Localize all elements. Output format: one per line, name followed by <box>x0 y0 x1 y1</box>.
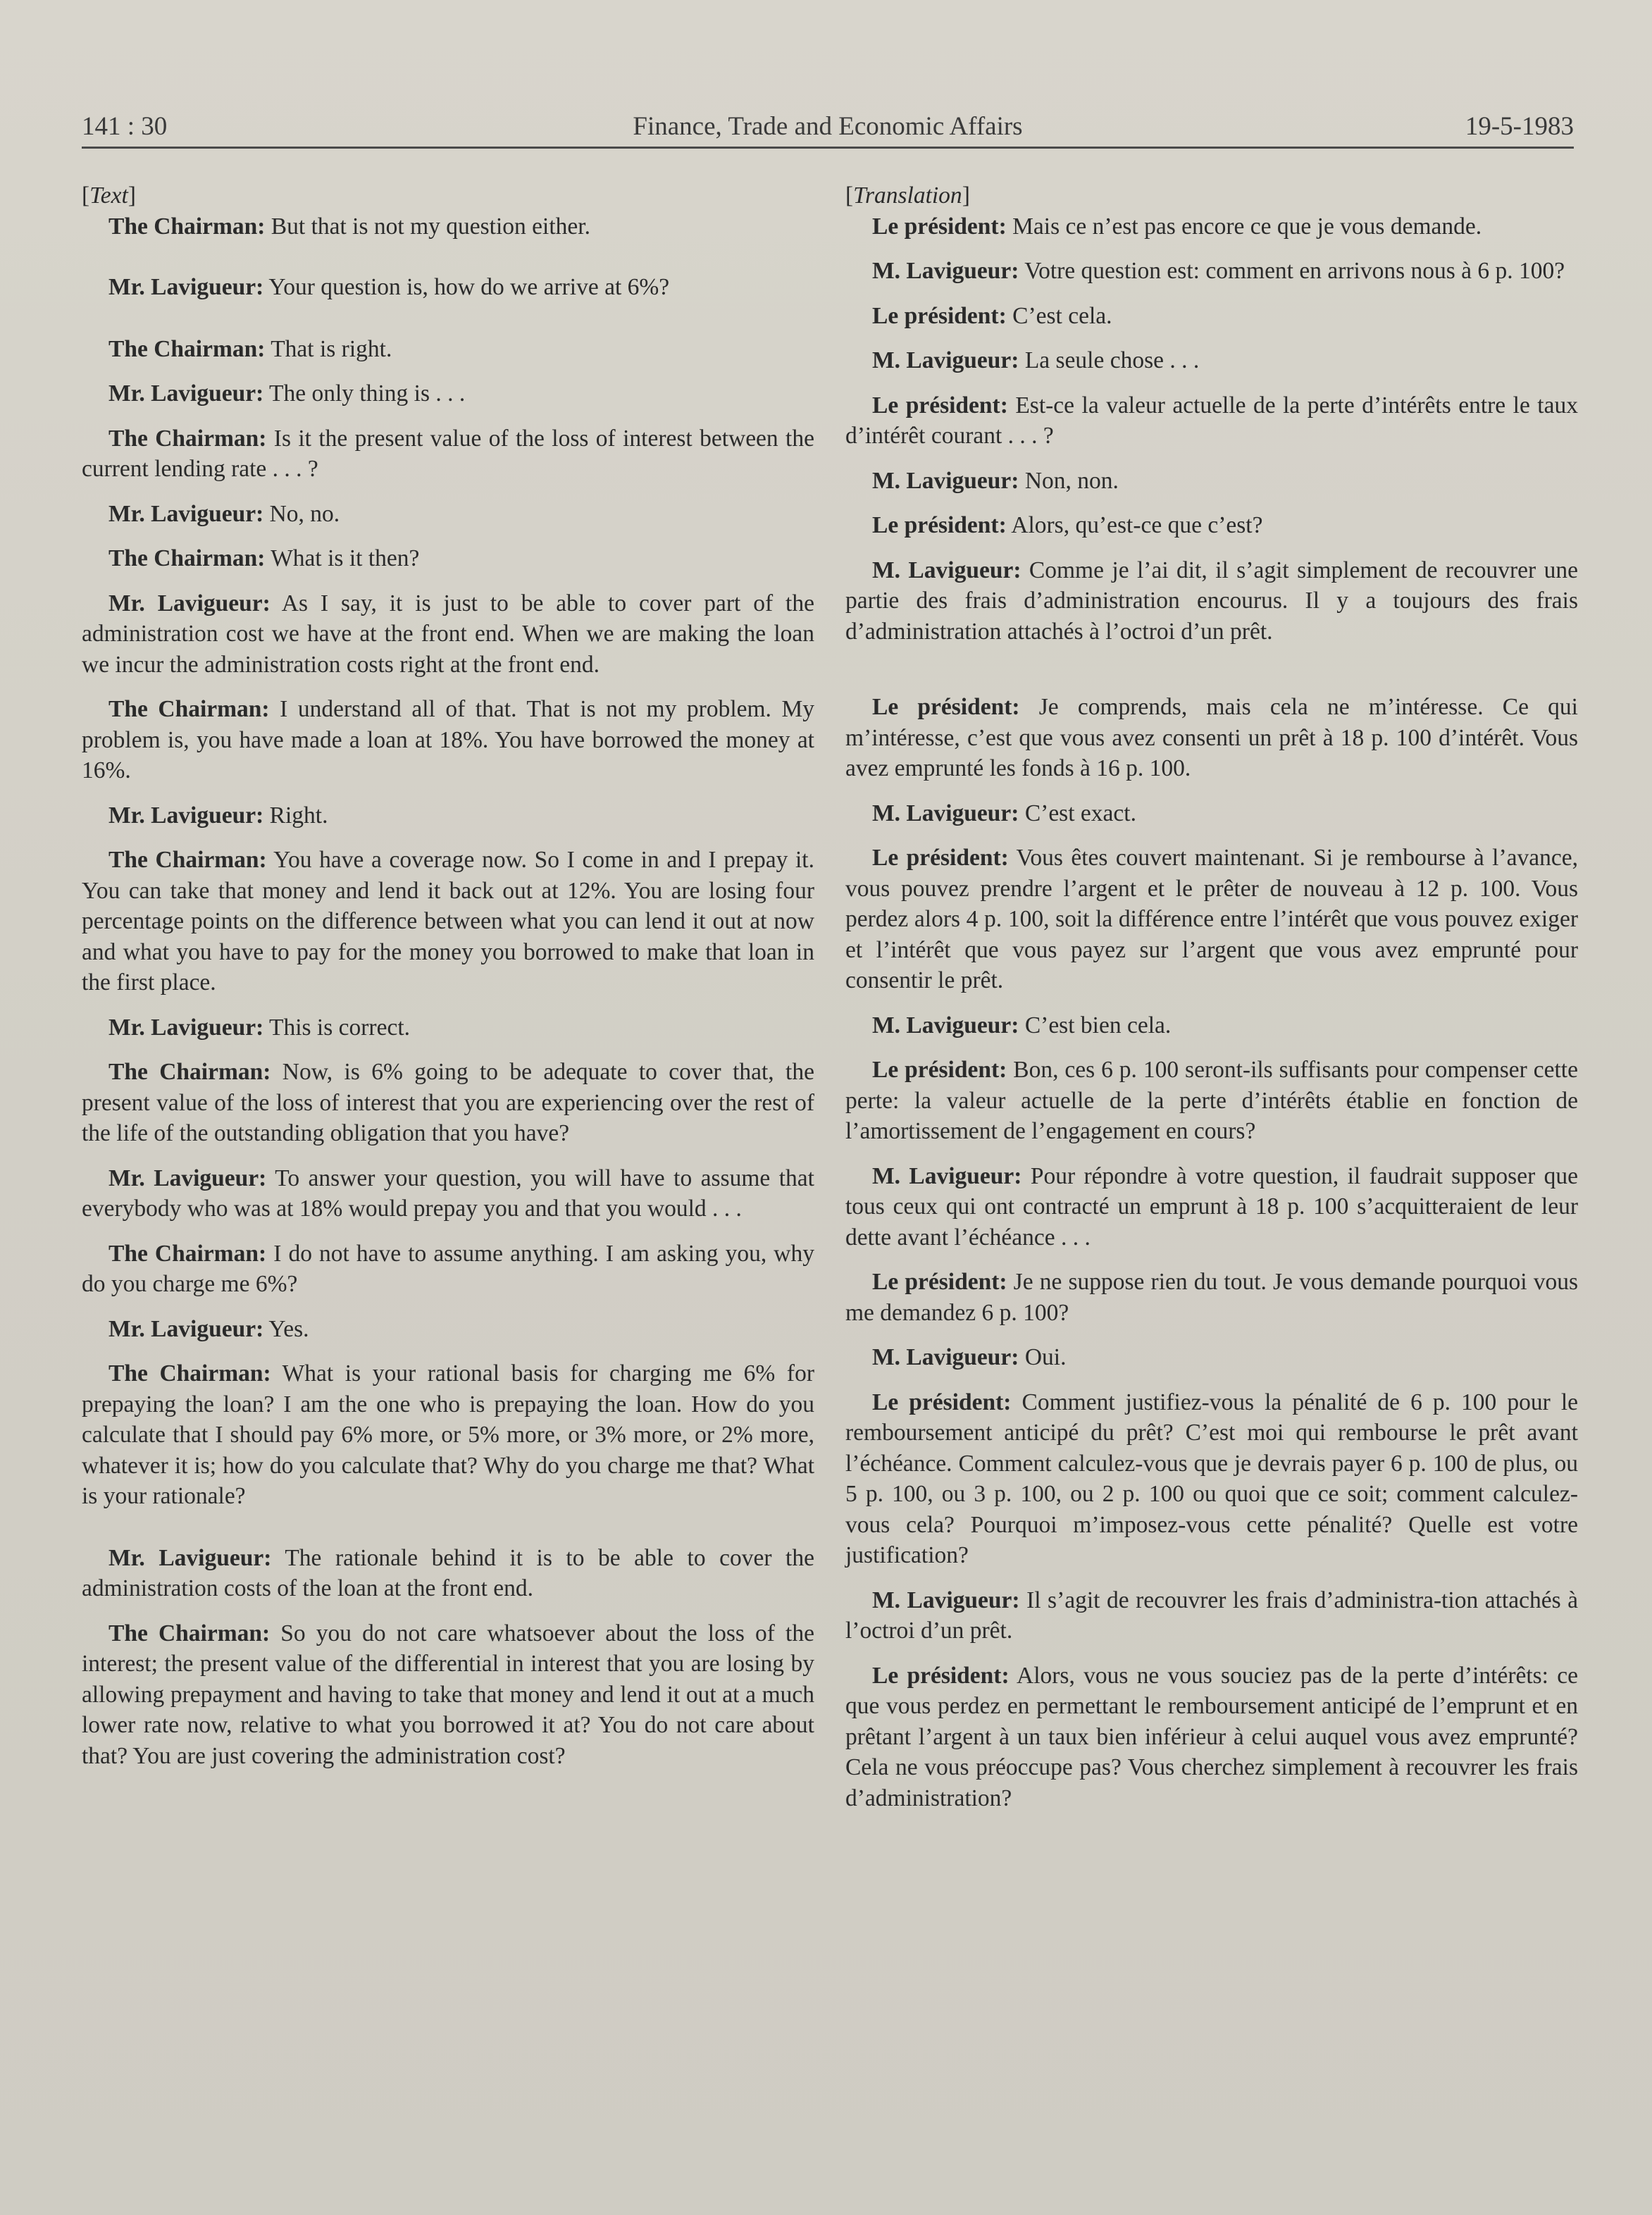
english-entry-6 <box>82 499 814 530</box>
english-column <box>82 180 814 1771</box>
english-entry-10 <box>82 800 814 831</box>
french-entry-12 <box>845 1010 1578 1041</box>
remark: To answer your question, you will have to assume that everybody who was at 18% would prepay you and that you would . . . <box>82 1165 814 1222</box>
speaker: M. Lavigueur: <box>872 1162 1022 1189</box>
remark: La seule chose . . . <box>1019 347 1200 373</box>
speaker: M. Lavigueur: <box>872 258 1019 284</box>
remark: Je ne suppose rien du tout. Je vous demande pourquoi vous me demandez 6 p. 100? <box>845 1269 1578 1326</box>
french-entry-15 <box>845 1267 1578 1328</box>
speaker: The Chairman: <box>108 847 267 873</box>
remark: Votre question est: comment en arrivons nous à 6 p. 100? <box>1019 258 1565 284</box>
speaker: M. Lavigueur: <box>872 1587 1020 1613</box>
speaker: Mr. Lavigueur: <box>108 1014 264 1041</box>
speaker: Mr. Lavigueur: <box>108 1544 272 1571</box>
french-entry-16 <box>845 1342 1578 1373</box>
remark: As I say, it is just to be able to cover part of the administration cost we have at the front end. When we are making the loan we incur the administration costs right at the front end. <box>82 590 814 678</box>
remark: Right. <box>263 802 328 829</box>
french-entry-2 <box>845 256 1578 287</box>
english-entry-4 <box>82 378 814 409</box>
remark: No, no. <box>263 500 340 527</box>
english-entry-8 <box>82 588 814 681</box>
english-entry-18 <box>82 1543 814 1604</box>
french-entry-14 <box>845 1161 1578 1253</box>
french-entry-18 <box>845 1585 1578 1646</box>
speaker: Mr. Lavigueur: <box>108 1315 264 1342</box>
english-entry-12 <box>82 1012 814 1043</box>
remark: Oui. <box>1019 1344 1067 1370</box>
remark: Mais ce n’est pas encore ce que je vous demande. <box>1006 213 1482 240</box>
remark: The rationale behind it is to be able to cover the administration costs of the loan at the front end. <box>82 1544 814 1601</box>
speaker: The Chairman: <box>108 425 267 452</box>
remark: Now, is 6% going to be adequate to cover that, the present value of the loss of interest that you are experiencing over the rest of the life of the outstanding obligation that you have? <box>82 1059 814 1146</box>
remark: Bon, ces 6 p. 100 seront-ils suffisants pour compenser cette perte: la valeur actuelle de la perte d’intérêts établie en fonction de l’amortissement de l’engagement en cours? <box>845 1057 1578 1144</box>
remark: What is your rational basis for charging me 6% for prepaying the loan? I am the one who is prepaying the loan. How do you calculate that I should pay 6% more, or 5% more, or 3% more, or 2% more, whatever it is; how do you calculate that? Why do you charge me that? What is your rationale? <box>82 1360 814 1509</box>
english-entry-13 <box>82 1057 814 1149</box>
english-entry-7 <box>82 543 814 574</box>
speaker: The Chairman: <box>108 545 266 571</box>
remark: Is it the present value of the loss of interest between the current lending rate . . . ? <box>82 425 814 482</box>
french-entry-10 <box>845 798 1578 829</box>
remark: So you do not care whatsoever about the loss of the interest; the present value of the differential in interest that you are losing by allowing prepayment and having to take that money and lend it out at a much lower rate now, relative to what you borrowed it at? You do not care about that? You are just covering the administration cost? <box>82 1620 814 1769</box>
remark: But that is not my question either. <box>265 213 590 240</box>
english-entry-19 <box>82 1618 814 1772</box>
french-entry-3 <box>845 301 1578 332</box>
english-entry-5 <box>82 423 814 485</box>
speaker: Mr. Lavigueur: <box>108 590 271 616</box>
english-entry-11 <box>82 845 814 998</box>
header-rule <box>82 147 1574 149</box>
speaker: The Chairman: <box>108 1240 267 1267</box>
speaker: Le président: <box>872 302 1007 329</box>
speaker: The Chairman: <box>108 696 270 722</box>
remark: C’est cela. <box>1006 302 1112 329</box>
english-entry-16 <box>82 1314 814 1345</box>
remark: You have a coverage now. So I come in and I prepay it. You can take that money and lend it back out at 12%. You are losing four percentage points on the difference between what you can lend it out at now and what you have to pay for the money you borrowed to make that loan in the first place. <box>82 847 814 995</box>
remark: C’est bien cela. <box>1019 1012 1172 1038</box>
remark: Comme je l’ai dit, il s’agit simplement de recouvrer une partie des frais d’administration encourus. Il y a toujours des frais d’administration attachés à l’octroi d’un prêt. <box>845 557 1578 645</box>
speaker: M. Lavigueur: <box>872 467 1019 494</box>
remark: This is correct. <box>263 1014 411 1041</box>
speaker: The Chairman: <box>108 213 266 240</box>
remark: C’est exact. <box>1019 800 1136 826</box>
remark: Est-ce la valeur actuelle de la perte d’intérêts entre le taux d’intérêt courant . . . ? <box>845 392 1578 449</box>
speaker: The Chairman: <box>108 1360 271 1386</box>
translation-label: [Translation] <box>845 182 970 209</box>
french-entry-11 <box>845 843 1578 996</box>
french-entry-9 <box>845 692 1578 784</box>
speaker: M. Lavigueur: <box>872 800 1019 826</box>
speaker: Le président: <box>872 1662 1010 1689</box>
remark: Comment justifiez-vous la pénalité de 6 p. 100 pour le remboursement anticipé du prêt? C’est moi qui rembourse le prêt avant l’échéance. Comment calculez-vous que je devrais payer 6 p. 100 de plus, ou 5 p. 100, ou 3 p. 100, ou 2 p. 100 ou quoi que ce soit; comment calculez-vous cela? Pourquoi m’imposez-vous cette pénalité? Quelle est votre justification? <box>845 1389 1578 1568</box>
speaker: Le président: <box>872 512 1007 538</box>
french-entry-8 <box>845 555 1578 647</box>
english-entry-1 <box>82 211 814 242</box>
speaker: Le président: <box>872 694 1020 720</box>
french-entry-5 <box>845 390 1578 452</box>
remark: Alors, qu’est-ce que c’est? <box>1006 512 1263 538</box>
text-label: [Text] <box>82 182 136 209</box>
page-number: 141 : 30 <box>82 112 168 141</box>
speaker: The Chairman: <box>108 1059 271 1085</box>
english-entry-2 <box>82 272 814 303</box>
remark: The only thing is . . . <box>263 380 466 407</box>
french-entry-19 <box>845 1661 1578 1814</box>
remark: Non, non. <box>1019 467 1119 494</box>
french-entry-7 <box>845 510 1578 541</box>
english-entry-14 <box>82 1163 814 1224</box>
french-entry-13 <box>845 1055 1578 1147</box>
french-entry-6 <box>845 466 1578 497</box>
speaker: Le président: <box>872 1389 1012 1415</box>
remark: Yes. <box>263 1315 309 1342</box>
remark: Your question is, how do we arrive at 6%? <box>263 274 670 300</box>
speaker: Mr. Lavigueur: <box>108 380 264 407</box>
remark: Je comprends, mais cela ne m’intéresse. Ce qui m’intéresse, c’est que vous avez consenti un prêt à 18 p. 100 d’intérêt. Vous avez emprunté les fonds à 16 p. 100. <box>845 694 1578 781</box>
speaker: M. Lavigueur: <box>872 1344 1019 1370</box>
committee-title: Finance, Trade and Economic Affairs <box>633 112 1023 141</box>
remark: What is it then? <box>265 545 420 571</box>
speaker: M. Lavigueur: <box>872 1012 1019 1038</box>
speaker: The Chairman: <box>108 335 266 362</box>
remark: I understand all of that. That is not my problem. My problem is, you have made a loan at 18%. You have borrowed the money at 16%. <box>82 696 815 783</box>
english-entry-15 <box>82 1239 814 1300</box>
speaker: Mr. Lavigueur: <box>108 500 264 527</box>
speaker: M. Lavigueur: <box>872 557 1021 583</box>
remark: Pour répondre à votre question, il faudrait supposer que tous ceux qui ont contracté un emprunt à 18 p. 100 s’acquitteraient de leur dette avant l’échéance . . . <box>845 1162 1578 1251</box>
remark: Vous êtes couvert maintenant. Si je rembourse à l’avance, vous pouvez prendre l’argent et le prêter de nouveau à 12 p. 100. Vous perdez alors 4 p. 100, soit la différence entre l’intérêt que vous pouvez exiger et l’intérêt que vous payez sur l’argent que vous avez emprunté pour consentir le prêt. <box>845 845 1578 993</box>
speaker: Le président: <box>872 845 1009 871</box>
english-entry-17 <box>82 1358 814 1512</box>
page-header <box>82 107 1574 148</box>
remark: I do not have to assume anything. I am asking you, why do you charge me 6%? <box>82 1240 814 1297</box>
speaker: The Chairman: <box>108 1620 271 1646</box>
french-column <box>845 180 1578 1813</box>
speaker: Le président: <box>872 1269 1007 1295</box>
sitting-date: 19-5-1983 <box>1465 112 1574 141</box>
french-entry-17 <box>845 1387 1578 1571</box>
remark: Alors, vous ne vous souciez pas de la perte d’intérêts: ce que vous perdez en permettant le remboursement anticipé de l’emprunt et en prêtant l’argent à un taux bien inférieur à celui auquel vous avez emprunté? Cela ne vous préoccupe pas? Vous cherchez simplement à recouvrer les frais d’administration? <box>845 1662 1578 1811</box>
speaker: Mr. Lavigueur: <box>108 802 264 829</box>
speaker: Mr. Lavigueur: <box>108 274 264 300</box>
speaker: Le président: <box>872 1057 1007 1083</box>
speaker: Le président: <box>872 392 1008 418</box>
french-entry-4 <box>845 345 1578 376</box>
remark: That is right. <box>265 335 392 362</box>
speaker: M. Lavigueur: <box>872 347 1019 373</box>
remark: Il s’agit de recouvrer les frais d’administra-tion attachés à l’octroi d’un prêt. <box>845 1587 1578 1644</box>
english-entry-9 <box>82 694 814 786</box>
speaker: Mr. Lavigueur: <box>108 1165 267 1191</box>
speaker: Le président: <box>872 213 1007 240</box>
french-entry-1 <box>845 211 1578 242</box>
english-entry-3 <box>82 334 814 365</box>
